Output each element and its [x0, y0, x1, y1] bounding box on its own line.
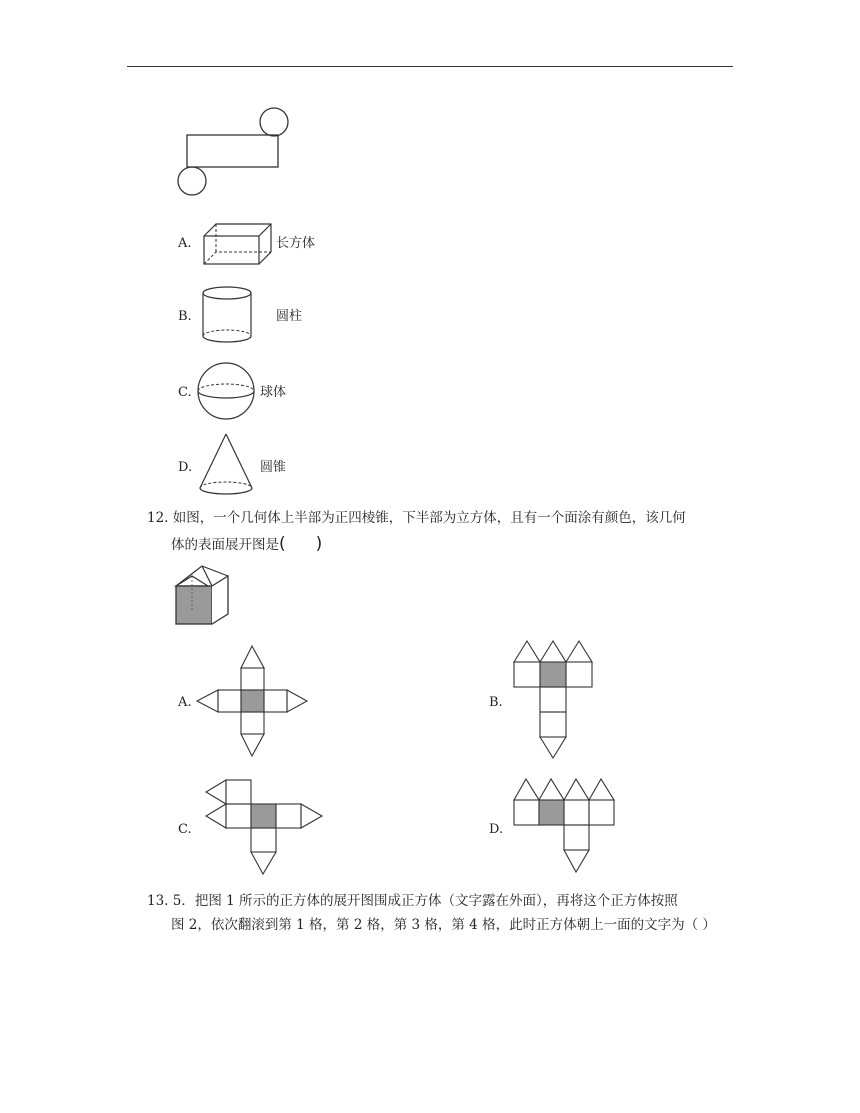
q11-option-d-letter[interactable]: D.: [178, 460, 193, 475]
q12-net-d-figure: [511, 774, 621, 884]
q12-net-b-figure: [511, 638, 621, 762]
cuboid-figure: [198, 220, 278, 270]
q12-option-c-letter[interactable]: C.: [178, 822, 192, 837]
q12-text-line1: 12. 如图，一个几何体上半部为正四棱锥，下半部为立方体，且有一个面涂有颜色，该几何: [147, 510, 686, 526]
q12-option-a-letter[interactable]: A.: [178, 695, 192, 710]
header-rule: [127, 66, 733, 67]
q11-net-figure: [170, 100, 300, 200]
cone-figure: [198, 432, 258, 498]
q11-option-c-letter[interactable]: C.: [178, 385, 192, 400]
q11-option-d-name: 圆锥: [260, 460, 287, 475]
answer-paren-close: ): [315, 534, 323, 554]
q12-solid-figure: [172, 562, 234, 628]
q11-option-b-name: 圆柱: [276, 309, 303, 324]
q11-option-c-name: 球体: [260, 385, 287, 400]
q13-text-line1: 13. 5．把图 1 所示的正方体的展开图围成正方体（文字露在外面），再将这个正方体按照: [147, 893, 678, 909]
cylinder-figure: [200, 284, 260, 346]
q11-option-b-letter[interactable]: B.: [178, 309, 192, 324]
q11-option-a-name: 长方体: [276, 236, 316, 251]
q13-text-line2: 图 2，依次翻滚到第 1 格，第 2 格，第 3 格，第 4 格，此时正方体朝上一面的文字为（ ）: [171, 917, 716, 933]
q12-net-c-figure: [198, 774, 328, 884]
answer-paren-open: (: [279, 534, 286, 554]
q12-text-line2: [171, 531, 322, 558]
q12-option-d-letter[interactable]: D.: [489, 822, 504, 837]
sphere-figure: [196, 362, 256, 422]
q12-stem-end: 体的表面展开图是: [171, 537, 279, 553]
q12-option-b-letter[interactable]: B.: [489, 695, 503, 710]
q12-net-a-figure: [195, 640, 310, 760]
q11-option-a-letter[interactable]: A.: [178, 236, 192, 251]
